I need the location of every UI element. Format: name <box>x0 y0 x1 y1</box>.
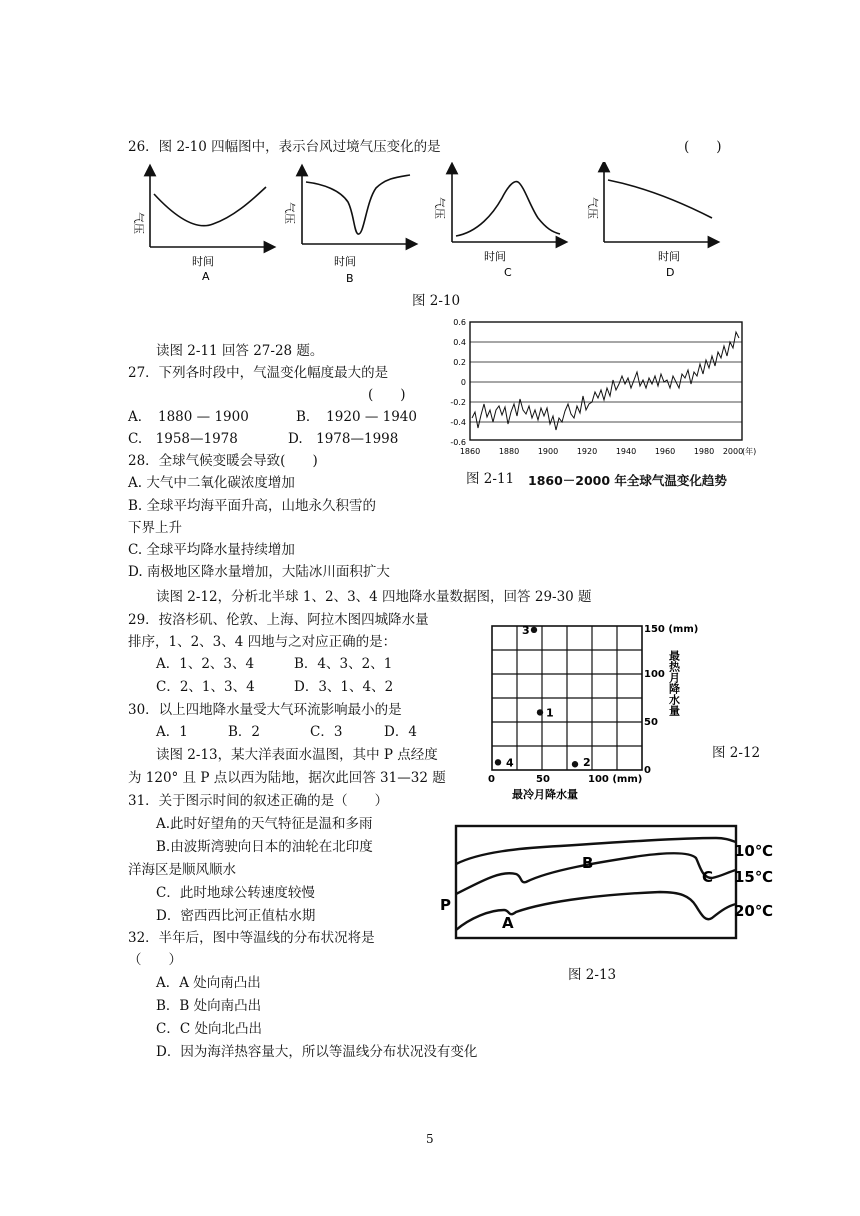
fig-2-11-caption-label: 图 2-11 <box>466 471 515 487</box>
fig-2-13-label-a: A <box>502 914 514 932</box>
fig-2-12-scatter <box>484 620 708 802</box>
fig-2-11-ytick: 0.2 <box>453 358 466 367</box>
q28-option-b: B. 全球平均海平面升高，山地永久积雪的 <box>128 498 377 514</box>
fig-2-10-letter-a: A <box>202 270 210 282</box>
q31-32-intro: 读图 2-13，某大洋表面水温图，其中 P 点经度 <box>156 747 438 763</box>
fig-2-12-points <box>495 624 591 769</box>
q28-option-d: D. 南极地区降水量增加，大陆冰川面积扩大 <box>128 564 390 580</box>
fig-2-11-ytick: 0 <box>460 378 466 387</box>
q27-option-c: C. 1958—1978 <box>128 431 238 447</box>
fig-2-11-ytick: 0.4 <box>453 338 466 347</box>
fig-2-11-ytick: -0.6 <box>450 438 466 447</box>
fig-2-13-caption: 图 2-13 <box>568 967 617 983</box>
fig-2-11-x-unit: (年) <box>742 447 757 456</box>
q32-option-b: B．B 处向南凸出 <box>156 998 262 1014</box>
fig-2-12-xlabel: 最冷月降水量 <box>512 788 578 801</box>
q28-stem: 28．全球气候变暖会导致( ) <box>128 453 318 469</box>
fig-2-12-point-4 <box>495 759 501 765</box>
fig-2-10-panel-b <box>283 170 412 282</box>
q31-stem: 31．关于图示时间的叙述正确的是（ ） <box>128 793 389 809</box>
fig-2-11-ytick: 0.6 <box>453 318 466 327</box>
fig-2-10-curve-c <box>456 182 560 236</box>
q30-stem: 30．以上四地降水量受大气环流影响最小的是 <box>128 702 402 718</box>
fig-2-11-y-ticks <box>450 318 466 447</box>
q27-answer-paren: ( ) <box>368 387 406 403</box>
fig-2-12-xtick: 0 <box>488 774 495 785</box>
fig-2-12-ytick: 150 (mm) <box>644 624 699 635</box>
q30-option-d: D．4 <box>384 724 417 740</box>
q32-answer-paren: （ ） <box>128 952 182 968</box>
q29-option-b: B．4、3、2、1 <box>294 656 393 672</box>
fig-2-11-xtick: 1940 <box>615 447 637 456</box>
fig-2-10-panel-c <box>433 168 562 279</box>
fig-2-13-isotherm-10 <box>456 838 736 864</box>
fig-2-12-point-2 <box>572 761 578 767</box>
fig-2-12-caption: 图 2-12 <box>712 745 761 761</box>
fig-2-10-panel-a <box>132 170 270 282</box>
fig-2-13-label-p: P <box>440 896 451 914</box>
fig-2-12-ytick: 100 <box>644 669 665 680</box>
q27-option-b: B． 1920 — 1940 <box>296 409 417 425</box>
q31-option-a: A.此时好望角的天气特征是温和多雨 <box>156 816 373 832</box>
fig-2-10-xlabel-d: 时间 <box>658 250 680 263</box>
q26-stem: 26．图 2-10 四幅图中，表示台风过境气压变化的是 <box>128 139 441 155</box>
fig-2-11-chart <box>430 318 760 460</box>
q29-stem: 29．按洛杉矶、伦敦、上海、阿拉木图四城降水量 <box>128 612 429 628</box>
q30-option-c: C．3 <box>310 724 343 740</box>
fig-2-10-xlabel-b: 时间 <box>334 255 356 268</box>
q32-stem: 32．半年后，图中等温线的分布状况将是 <box>128 930 375 946</box>
q30-option-b: B．2 <box>228 724 261 740</box>
fig-2-12-ylabel: 最热月降水量 <box>667 650 681 716</box>
fig-2-10-xlabel-c: 时间 <box>484 250 506 263</box>
fig-2-13-iso-10-label: 10℃ <box>734 842 774 860</box>
page-number: 5 <box>426 1132 434 1146</box>
fig-2-12-point-label-4: 4 <box>506 756 514 770</box>
q28-option-b-cont: 下界上升 <box>128 520 182 536</box>
q27-option-d: D. 1978—1998 <box>288 431 399 447</box>
q29-option-a: A．1、2、3、4 <box>156 656 255 672</box>
fig-2-13-label-b: B <box>582 854 594 872</box>
fig-2-10-ylabel-c: 气压 <box>433 197 446 219</box>
q31-option-b-cont: 洋海区是顺风顺水 <box>128 862 236 878</box>
fig-2-13-iso-15-label: 15℃ <box>734 868 774 886</box>
fig-2-11-gridlines <box>470 342 742 422</box>
q28-option-a: A. 大气中二氧化碳浓度增加 <box>128 475 295 491</box>
q27-stem: 27．下列各时段中，气温变化幅度最大的是 <box>128 365 389 381</box>
fig-2-13-isotherm-15 <box>456 853 736 894</box>
fig-2-13-label-c: C <box>702 868 714 886</box>
q31-option-b: B.由波斯湾驶向日本的油轮在北印度 <box>156 839 373 855</box>
fig-2-10-xlabel-a: 时间 <box>192 255 214 268</box>
fig-2-11-ytick: -0.2 <box>450 398 466 407</box>
q29-option-c: C．2、1、3、4 <box>156 679 255 695</box>
fig-2-10-letter-d: D <box>666 266 675 279</box>
fig-2-11-xtick: 1900 <box>537 447 559 456</box>
fig-2-11-temperature-line <box>472 332 739 430</box>
q29-stem-cont: 排序，1、2、3、4 四地与之对应正确的是： <box>128 634 397 650</box>
fig-2-10-curve-d <box>608 180 712 218</box>
fig-2-11-xtick: 1860 <box>459 447 481 456</box>
fig-2-10-curve-b <box>306 175 410 234</box>
q26-answer-paren: ( ) <box>684 139 722 155</box>
fig-2-11-xtick: 1880 <box>498 447 520 456</box>
fig-2-11-ytick: -0.4 <box>450 418 466 427</box>
fig-2-12-point-label-2: 2 <box>583 756 591 770</box>
fig-2-10-curve-a <box>154 187 266 226</box>
q32-option-a: A．A 处向南凸出 <box>156 975 261 991</box>
fig-2-10-letter-c: C <box>504 266 512 279</box>
fig-2-11-xtick: 2000 <box>722 447 744 456</box>
fig-2-12-ytick: 0 <box>644 765 651 776</box>
fig-2-13-isotherm-20 <box>456 892 736 930</box>
q30-option-a: A．1 <box>156 724 188 740</box>
fig-2-13-isotherm-map <box>440 818 780 944</box>
fig-2-11-x-ticks <box>460 447 743 456</box>
q29-30-intro: 读图 2-12，分析北半球 1、2、3、4 四地降水量数据图，回答 29-30 题 <box>156 589 592 605</box>
fig-2-10-letter-b: B <box>346 272 354 282</box>
fig-2-12-point-3 <box>531 627 537 633</box>
q31-option-c: C．此时地球公转速度较慢 <box>156 885 315 901</box>
q29-option-d: D．3、1、4、2 <box>294 679 394 695</box>
fig-2-11-xtick: 1920 <box>576 447 598 456</box>
fig-2-12-xtick: 100 (mm) <box>588 774 643 785</box>
fig-2-12-point-label-1: 1 <box>546 706 554 720</box>
q32-option-c: C．C 处向北凸出 <box>156 1021 262 1037</box>
fig-2-13-iso-20-label: 20℃ <box>734 902 774 920</box>
q28-option-c: C. 全球平均降水量持续增加 <box>128 542 295 558</box>
fig-2-12-grid <box>492 623 642 770</box>
fig-2-10-caption: 图 2-10 <box>412 293 461 309</box>
fig-2-12-ytick: 50 <box>644 717 658 728</box>
fig-2-10 <box>128 162 728 282</box>
q27-option-a: A． 1880 — 1900 <box>128 409 249 425</box>
fig-2-12-xtick: 50 <box>536 774 550 785</box>
q32-option-d: D．因为海洋热容量大，所以等温线分布状况没有变化 <box>156 1044 478 1060</box>
fig-2-12-point-1 <box>537 709 543 715</box>
q27-28-intro: 读图 2-11 回答 27-28 题。 <box>156 343 324 359</box>
fig-2-11-xtick: 1960 <box>654 447 676 456</box>
fig-2-10-panel-d <box>586 166 714 279</box>
q31-32-intro-cont: 为 120° 且 P 点以西为陆地，据次此回答 31—32 题 <box>128 770 446 786</box>
fig-2-10-ylabel-a: 气压 <box>132 212 145 234</box>
fig-2-12-point-label-3: 3 <box>522 623 530 637</box>
fig-2-11-caption-title: 1860－2000 年全球气温变化趋势 <box>528 473 727 488</box>
fig-2-10-ylabel-d: 气压 <box>586 197 599 219</box>
fig-2-11-xtick: 1980 <box>693 447 715 456</box>
fig-2-10-ylabel-b: 气压 <box>283 202 296 224</box>
q31-option-d: D．密西西比河正值枯水期 <box>156 908 316 924</box>
